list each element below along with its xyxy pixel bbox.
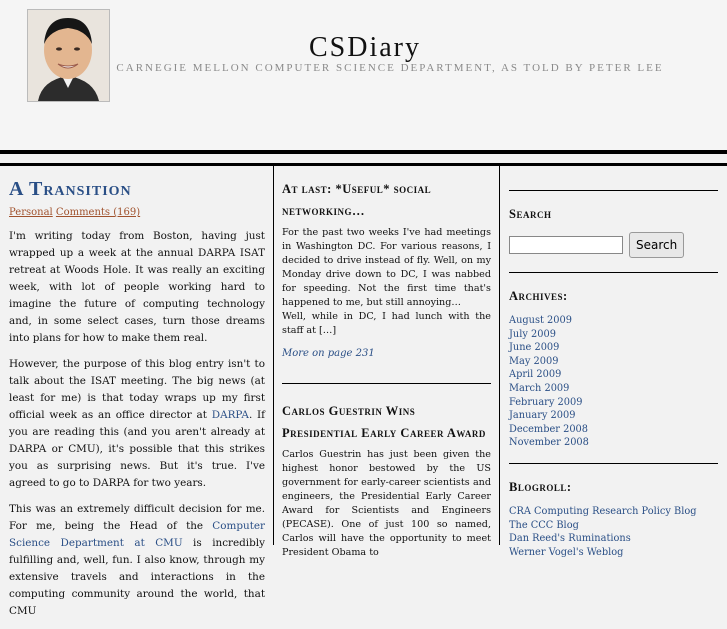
darpa-link[interactable]: DARPA bbox=[211, 409, 249, 421]
site-header bbox=[0, 0, 727, 150]
column-divider-right bbox=[499, 166, 500, 545]
archive-item bbox=[509, 382, 718, 396]
archive-item bbox=[509, 409, 718, 423]
archive-link[interactable]: June 2009 bbox=[509, 342, 560, 354]
category-link[interactable]: Personal bbox=[9, 207, 53, 218]
post-divider bbox=[282, 383, 491, 384]
header-divider-thick bbox=[0, 150, 727, 154]
search-button[interactable]: Search bbox=[629, 232, 684, 258]
archive-link[interactable]: February 2009 bbox=[509, 396, 583, 408]
more-link[interactable]: More on page 231 bbox=[282, 348, 375, 359]
post-paragraph bbox=[9, 356, 265, 492]
archive-item bbox=[509, 423, 718, 437]
paragraph-text: However, the purpose of this blog entry isn't to talk about the ISAT meeting. The big news (at least for me) is that today wraps up my first official week as an office director at bbox=[9, 358, 265, 421]
post-paragraph bbox=[9, 501, 265, 620]
search-input[interactable] bbox=[509, 236, 623, 254]
paragraph-text: This was an extremely difficult decision for me. For me, being the Head of the bbox=[9, 503, 265, 532]
recent-posts bbox=[282, 178, 491, 560]
blogroll-list bbox=[509, 505, 718, 559]
header-divider bbox=[0, 163, 727, 166]
blogroll-link[interactable]: CRA Computing Research Policy Blog bbox=[509, 505, 697, 517]
archive-link[interactable]: December 2008 bbox=[509, 423, 589, 435]
recent-post-title[interactable]: Carlos Guestrin Wins Presidential Early Career Award bbox=[282, 404, 486, 440]
author-portrait bbox=[27, 9, 110, 102]
site-subtitle: CARNEGIE MELLON COMPUTER SCIENCE DEPARTMENT, AS TOLD BY PETER LEE bbox=[116, 62, 664, 74]
post-meta bbox=[9, 207, 265, 218]
recent-post-excerpt: Well, while in DC, I had lunch with the staff at […] bbox=[282, 311, 491, 336]
column-divider-left bbox=[273, 166, 274, 545]
blogroll-item bbox=[509, 519, 718, 533]
blogroll-link[interactable]: Werner Vogel's Weblog bbox=[509, 546, 624, 558]
archive-item bbox=[509, 436, 718, 450]
sidebar-divider bbox=[509, 272, 718, 273]
archive-item bbox=[509, 355, 718, 369]
search-form bbox=[509, 232, 718, 258]
post-title[interactable]: A Transition bbox=[9, 178, 132, 200]
archives-list bbox=[509, 314, 718, 450]
archives-heading: Archives: bbox=[509, 289, 568, 303]
recent-post-title[interactable]: At last: *Useful* social networking… bbox=[282, 182, 432, 218]
archive-link[interactable]: April 2009 bbox=[509, 369, 562, 381]
recent-post-excerpt: Carlos Guestrin has just been given the highest honor bestowed by the US government for early-career scientists and engineers, the Presidential Early Career Award for Scientists and Engineers (PECASE). One of just 100 so named, Carlos will have the opportunity to meet President Obama to bbox=[282, 449, 491, 558]
sidebar bbox=[509, 178, 718, 559]
archive-item bbox=[509, 314, 718, 328]
archive-item bbox=[509, 396, 718, 410]
main-post bbox=[9, 178, 265, 629]
recent-post-excerpt: For the past two weeks I've had meetings in Washington DC. For various reasons, I decided to drive instead of fly. Well, on my Monday drive down to DC, I was nabbed for speeding. Not the first time that's happened to me, but still annoying… bbox=[282, 227, 491, 308]
blogroll-heading: Blogroll: bbox=[509, 479, 572, 494]
comments-link[interactable]: Comments (169) bbox=[55, 207, 141, 218]
archive-item bbox=[509, 341, 718, 355]
archive-link[interactable]: November 2008 bbox=[509, 437, 589, 449]
blogroll-item bbox=[509, 505, 718, 519]
blogroll-item bbox=[509, 546, 718, 560]
site-title[interactable]: CSDiary bbox=[309, 32, 421, 63]
blogroll-item bbox=[509, 532, 718, 546]
csd-link[interactable]: Computer Science Department at CMU bbox=[9, 520, 265, 549]
archive-link[interactable]: May 2009 bbox=[509, 355, 559, 367]
paragraph-text: . If you are reading this (and you aren't already at DARPA or CMU), it's possible that this strikes you as surprising news. But it's true. I've agreed to go to DARPA for two years. bbox=[9, 409, 265, 489]
post-paragraph: I'm writing today from Boston, having just wrapped up a week at the annual DARPA ISAT retreat at Woods Hole. It was really an exciting week, with lot of people working hard to imagine the future of computing technology and, in some select cases, turn those dreams into plans for how to make them real. bbox=[9, 230, 265, 344]
blogroll-link[interactable]: Dan Reed's Ruminations bbox=[509, 533, 631, 545]
archive-link[interactable]: July 2009 bbox=[509, 328, 556, 340]
archive-link[interactable]: January 2009 bbox=[509, 410, 576, 422]
search-heading: Search bbox=[509, 207, 552, 221]
blogroll-link[interactable]: The CCC Blog bbox=[509, 519, 579, 531]
sidebar-divider bbox=[509, 463, 718, 464]
sidebar-divider bbox=[509, 190, 718, 191]
archive-item bbox=[509, 368, 718, 382]
archive-item bbox=[509, 328, 718, 342]
archive-link[interactable]: March 2009 bbox=[509, 382, 570, 394]
paragraph-text: is incredibly fulfilling and, well, fun. I also know, through my extensive travels and interactions in the computing community around the world, that CMU bbox=[9, 537, 265, 617]
archive-link[interactable]: August 2009 bbox=[509, 315, 572, 326]
